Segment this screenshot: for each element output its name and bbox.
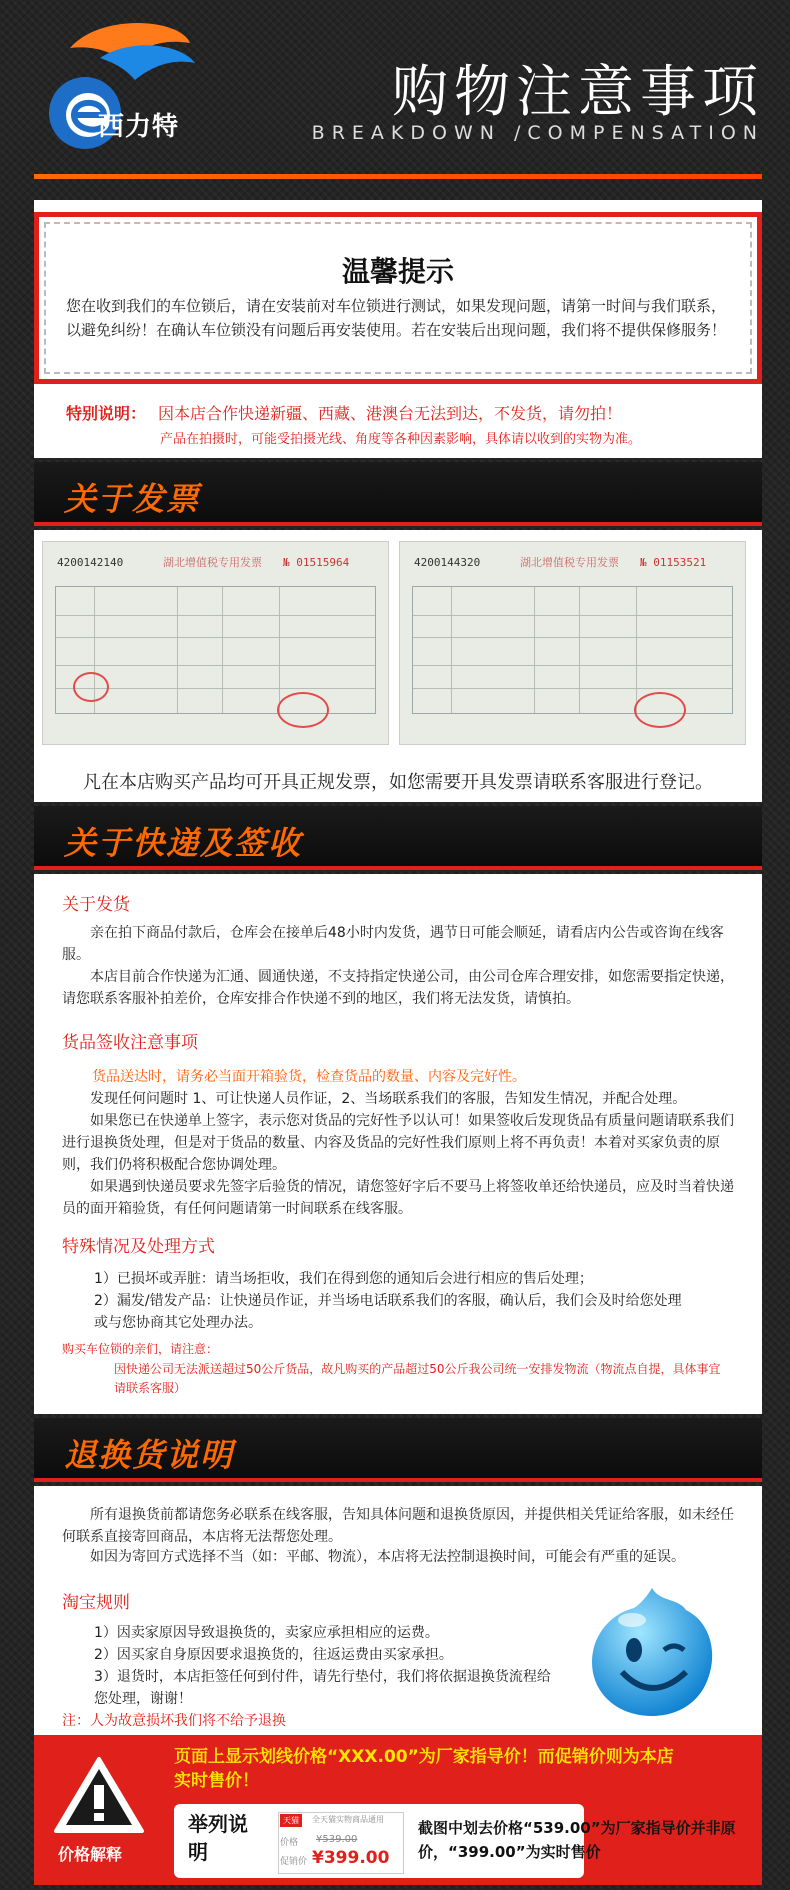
- example-promo-label: 促销价: [280, 1857, 308, 1867]
- invoice-1-seal-small: [73, 672, 109, 702]
- invoice-image-1: [42, 541, 389, 745]
- section-title-return: 退换货说明: [64, 1436, 235, 1474]
- invoice-1-number: 4200142140: [57, 556, 124, 569]
- taobao-rule-2: 2）因买家自身原因要求退换货的，往返运费由买家承担。: [94, 1647, 453, 1663]
- invoice-2-number: 4200144320: [414, 556, 481, 569]
- special-note: 产品在拍摄时，可能受拍摄光线、角度等各种因素影响，具体请以收到的实物为准。: [160, 432, 642, 447]
- section-header-invoice: [34, 462, 762, 526]
- special-case-2: 2）漏发/错发产品：让快递员作证，并当场电话联系我们的客服，确认后，我们会及时给您处理或与您协商其它处理办法。: [94, 1293, 682, 1331]
- page-title: 购物注意事项: [392, 60, 764, 125]
- receipt-paragraph-3: 如果遇到快递员要求先签字后验货的情况，请您签好字后不要马上将签收单还给快递员，应及时当着快递员的面开箱验货，有任何问题请第一时间联系在线客服。: [62, 1179, 734, 1217]
- buyer-note: 因快递公司无法派送超过50公斤货品，故凡购买的产品超过50公斤我公司统一安排发物流（物流点自提，具体事宜请联系客服）: [114, 1362, 721, 1395]
- invoice-1-seal: [277, 692, 329, 728]
- invoice-2-table: [412, 586, 733, 714]
- special-case-heading: 特殊情况及处理方式: [62, 1237, 215, 1257]
- section-title-delivery: 关于快递及签收: [64, 824, 303, 862]
- tmall-tag-text: 全天猫实物商品通用: [312, 1815, 384, 1824]
- receipt-paragraph-2: 如果您已在快递单上签字，表示您对货品的完好性予以认可！如果签收后发现货品有质量问题请联系我们进行退换货处理，但是对于货品的数量、内容及货品的完好性我们原则上将不再负责！本着对买家负责的原则，我们仍将积极配合您协调处理。: [62, 1113, 734, 1173]
- logo-text: 西力特: [98, 112, 180, 142]
- invoice-1-title: 湖北增值税专用发票: [163, 556, 262, 569]
- section-header-return: [34, 1418, 762, 1482]
- example-price-label: 价格: [280, 1838, 299, 1848]
- special-label: 特别说明：: [66, 404, 147, 423]
- shipping-heading: 关于发货: [62, 895, 130, 915]
- price-explanation-label: 价格解释: [58, 1845, 123, 1864]
- notice-inner-border: [44, 222, 752, 374]
- warning-icon: [54, 1755, 144, 1835]
- taobao-rule-1: 1）因卖家原因导致退换货的，卖家应承担相应的运费。: [94, 1625, 439, 1641]
- tmall-tag: 天猫: [280, 1814, 302, 1827]
- winking-smiley-icon: [582, 1580, 722, 1720]
- invoice-2-serial: № 01153521: [640, 556, 707, 569]
- example-label: 举列说明: [188, 1812, 248, 1864]
- section-header-delivery: [34, 806, 762, 870]
- return-note: 注：人为故意损坏我们将不给予退换: [62, 1713, 286, 1729]
- invoice-caption: 凡在本店购买产品均可开具正规发票，如您需要开具发票请联系客服进行登记。: [83, 772, 713, 793]
- shipping-paragraph-2: 本店目前合作快递为汇通、圆通快递，不支持指定快递公司，由公司仓库合理安排，如您需要指定快递，请您联系客服补拍差价，仓库安排合作快递不到的地区，我们将无法发货，请慎拍。: [62, 969, 734, 1007]
- special-case-1: 1）已损坏或弄脏：请当场拒收，我们在得到您的通知后会进行相应的售后处理；: [94, 1271, 593, 1287]
- example-description: 截图中划去价格“539.00”为厂家指导价并非原价，“399.00”为实时售价: [418, 1819, 736, 1861]
- invoice-image-2: [399, 541, 746, 745]
- notice-title: 温馨提示: [341, 255, 454, 288]
- special-text: 因本店合作快递新疆、西藏、港澳台无法到达，不发货，请勿拍！: [158, 404, 623, 423]
- return-paragraph-2: 如因为寄回方式选择不当（如：平邮、物流），本店将无法控制退换时间，可能会有严重的延误。: [90, 1549, 685, 1565]
- section-title-invoice: 关于发票: [64, 480, 201, 518]
- invoice-2-seal: [634, 692, 686, 728]
- taobao-rule-3: 3）退货时，本店拒签任何到付件，请先行垫付，我们将依据退换货流程给您处理，谢谢！: [94, 1669, 551, 1707]
- page-subtitle: BREAKDOWN /COMPENSATION: [311, 122, 764, 144]
- notice-body: 您在收到我们的车位锁后，请在安装前对车位锁进行测试，如果发现问题，请第一时间与我们联系，以避免纠纷！在确认车位锁没有问题后再安装使用。若在安装后出现问题，我们将不提供保修服务！: [66, 297, 727, 339]
- taobao-rules-heading: 淘宝规则: [62, 1593, 130, 1613]
- header-divider: [34, 174, 762, 179]
- invoice-2-title: 湖北增值税专用发票: [520, 556, 619, 569]
- notice-box: [34, 212, 762, 384]
- buyer-note-label: 购买车位锁的亲们，请注意：: [62, 1342, 219, 1356]
- invoice-1-serial: № 01515964: [283, 556, 350, 569]
- return-paragraph-1: 所有退换货前都请您务必联系在线客服，告知具体问题和退换货原因，并提供相关凭证给客服，如未经任何联系直接寄回商品，本店将无法帮您处理。: [62, 1507, 734, 1545]
- price-headline: 页面上显示划线价格“XXX.00”为厂家指导价！而促销价则为本店实时售价！: [174, 1747, 674, 1791]
- example-promo-price: ¥399.00: [312, 1848, 390, 1868]
- example-list-price: ¥539.00: [316, 1834, 358, 1845]
- receipt-paragraph-1: 发现任何问题时 1、可让快递人员作证，2、当场联系我们的客服，告知发生情况，并配合处理。: [90, 1091, 687, 1107]
- receipt-heading: 货品签收注意事项: [62, 1033, 198, 1053]
- receipt-warning: 货品送达时，请务必当面开箱验货，检查货品的数量、内容及完好性。: [92, 1069, 526, 1085]
- shipping-paragraph-1: 亲在拍下商品付款后，仓库会在接单后48小时内发货，遇节日可能会顺延，请看店内公告或咨询在线客服。: [62, 925, 724, 963]
